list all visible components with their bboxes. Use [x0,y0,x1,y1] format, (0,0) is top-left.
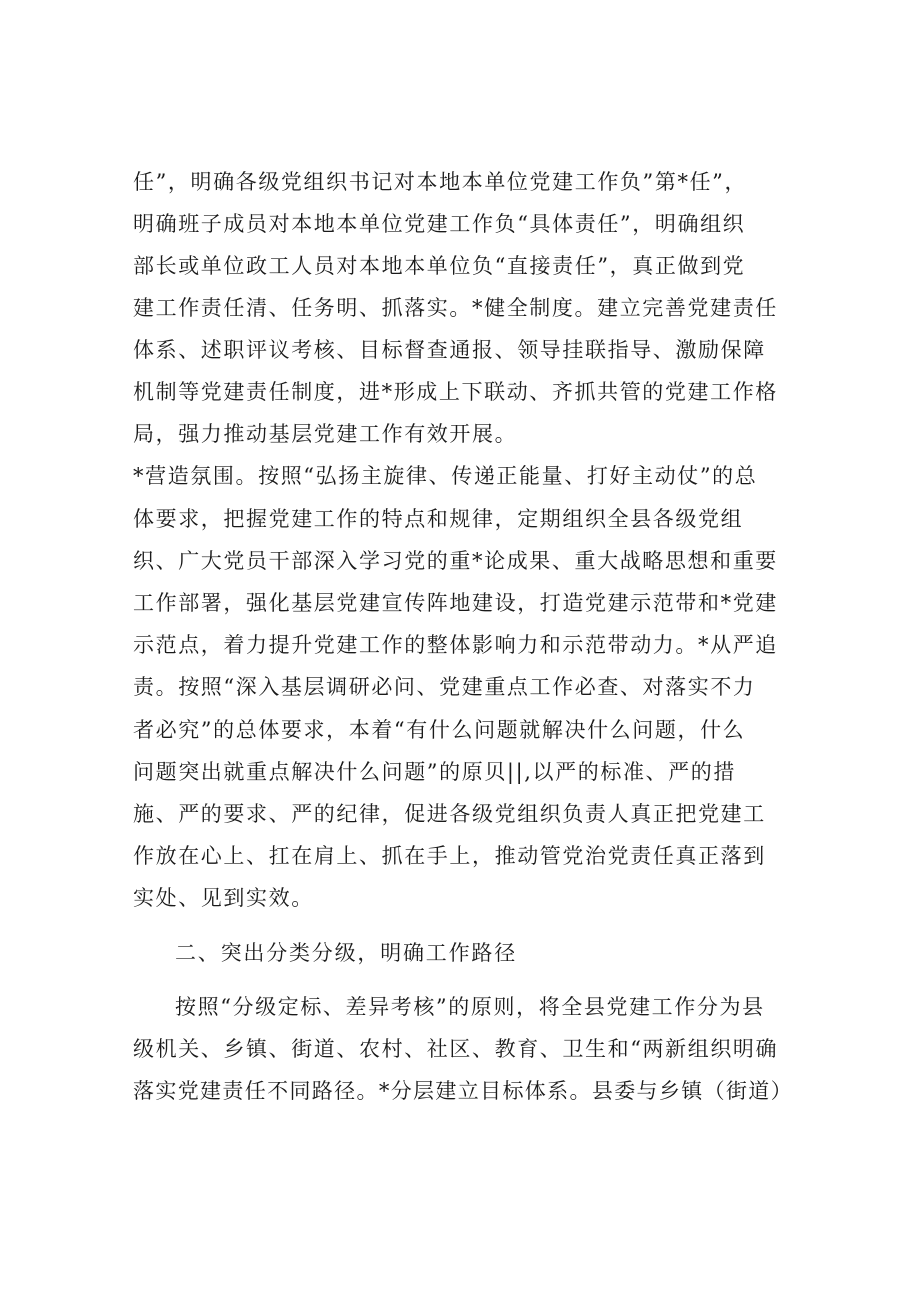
body-line: 按照“分级定标、差异考核”的原则，将全县党建工作分为县 [175,995,765,1019]
body-line: 级机关、乡镇、街道、农村、社区、教育、卫生和“两新组织明确 [133,1037,779,1061]
body-line: 工作部署，强化基层党建宣传阵地建设，打造党建示范带和*党建 [133,591,778,615]
body-line: 施、严的要求、严的纪律，促进各级党组织负责人真正把党建工 [133,802,766,826]
body-line: 建工作责任清、任务明、抓落实。*健全制度。建立完善党建责任 [133,296,778,320]
body-line: 示范点，着力提升党建工作的整体影响力和示范带动力。*从严追 [133,633,778,657]
body-line: 实处、见到实效。 [133,886,314,910]
body-line: 体系、述职评议考核、目标督查通报、领导挂联指导、激励保障 [133,338,766,362]
body-line: 问题突出就重点解决什么问题”的原贝||,以严的标准、严的措 [133,760,736,784]
body-line: 织、广大党员干部深入学习党的重*论成果、重大战略思想和重要 [133,549,778,573]
body-line: 机制等党建责任制度，进*形成上下联动、齐抓共管的党建工作格 [133,380,778,404]
body-line: 局，强力推动基层党建工作有效开展。 [133,422,518,446]
body-line: 明确班子成员对本地本单位党建工作负“具体责任”，明确组织 [133,212,746,236]
section-heading: 二、突出分类分级，明确工作路径 [175,941,517,965]
body-line: 者必究”的总体要求，本着“有什么问题就解决什么问题，什么 [133,718,746,742]
body-line: 部长或单位政工人员对本地本单位负“直接责任”，真正做到党 [133,254,746,278]
body-line: 任”，明确各级党组织书记对本地本单位党建工作负”第*任”， [133,170,748,194]
body-line: 体要求，把握党建工作的特点和规律，定期组织全县各级党组 [133,507,744,531]
body-line: 作放在心上、扛在肩上、抓在手上，推动管党治党责任真正落到 [133,844,766,868]
body-line: *营造氛围。按照“弘扬主旋律、传递正能量、打好主动仗”的总 [133,464,758,488]
body-line: 责。按照“深入基层调研必问、党建重点工作必查、对落实不力 [133,675,756,699]
body-line: 落实党建责任不同路径。*分层建立目标体系。县委与乡镇（街道） [133,1079,793,1103]
